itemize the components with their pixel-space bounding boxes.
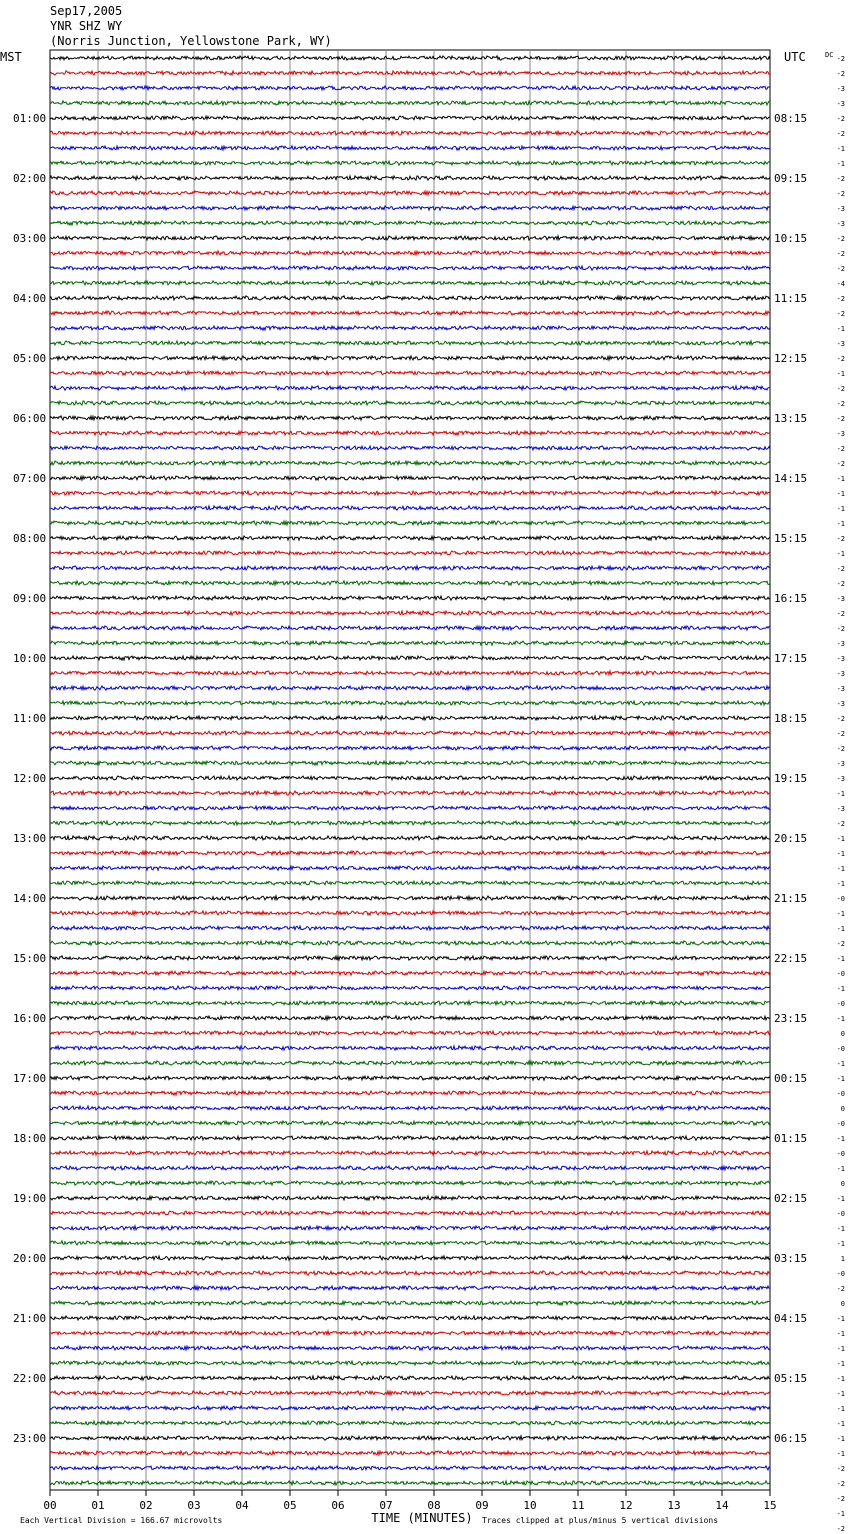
dc-offset-label: -1 [836,910,845,918]
hour-label-left: 13:00 [13,832,47,845]
dc-offset-label: -1 [836,505,845,513]
dc-offset-label: -2 [836,1495,845,1503]
hour-label-left: 15:00 [13,952,47,965]
dc-offset-label: -2 [836,730,845,738]
dc-offset-label: -2 [836,235,845,243]
dc-offset-label: -3 [836,205,845,213]
dc-offset-label: -1 [836,160,845,168]
dc-offset-label: -2 [836,460,845,468]
hour-label-left: 17:00 [13,1072,47,1085]
x-tick-label: 02 [139,1499,153,1512]
dc-offset-label: -2 [836,535,845,543]
hour-label-right: 05:15 [774,1372,808,1385]
hour-label-right: 02:15 [774,1192,808,1205]
dc-offset-label: -2 [836,55,845,63]
dc-offset-label: 0 [840,1300,845,1308]
hour-label-left: 16:00 [13,1012,47,1025]
dc-offset-label: -1 [836,550,845,558]
dc-offset-label: -1 [836,1450,845,1458]
dc-offset-label: -1 [836,1330,845,1338]
hour-label-left: 04:00 [13,292,47,305]
dc-offset-label: -3 [836,595,845,603]
dc-offset-label: -1 [836,490,845,498]
dc-offset-label: -2 [836,295,845,303]
dc-header-label: DC [825,51,834,59]
hour-label-left: 11:00 [13,712,47,725]
dc-offset-label: -2 [836,445,845,453]
x-tick-label: 13 [667,1499,681,1512]
dc-offset-label: -2 [836,190,845,198]
dc-offset-label: -0 [836,1120,845,1128]
hour-label-left: 01:00 [13,112,47,125]
hour-label-right: 20:15 [774,832,808,845]
dc-offset-label: -0 [836,895,845,903]
dc-offset-label: -1 [836,1225,845,1233]
x-tick-label: 01 [91,1499,105,1512]
hour-label-right: 10:15 [774,232,808,245]
dc-offset-label: -2 [836,355,845,363]
x-tick-label: 14 [715,1499,729,1512]
dc-offset-label: -1 [836,1435,845,1443]
hour-label-right: 06:15 [774,1432,808,1445]
hour-label-left: 07:00 [13,472,47,485]
dc-offset-label: -1 [836,1420,845,1428]
hour-label-left: 21:00 [13,1312,47,1325]
right-timezone-label: UTC [784,50,806,64]
hour-label-right: 19:15 [774,772,808,785]
hour-label-right: 23:15 [774,1012,808,1025]
dc-offset-label: -1 [836,1375,845,1383]
dc-offset-label: -1 [836,1405,845,1413]
dc-offset-label: -1 [836,880,845,888]
dc-offset-label: -3 [836,85,845,93]
hour-label-right: 21:15 [774,892,808,905]
dc-offset-label: -1 [836,835,845,843]
hour-label-left: 20:00 [13,1252,47,1265]
dc-offset-label: -1 [836,925,845,933]
dc-offset-label: -3 [836,655,845,663]
hour-label-left: 08:00 [13,532,47,545]
hour-label-left: 23:00 [13,1432,47,1445]
x-tick-label: 07 [379,1499,393,1512]
dc-offset-label: 0 [840,1105,845,1113]
station-location: (Norris Junction, Yellowstone Park, WY) [50,34,332,48]
hour-label-left: 05:00 [13,352,47,365]
dc-offset-label: -1 [836,1015,845,1023]
dc-offset-label: -2 [836,745,845,753]
dc-offset-label: -0 [836,1045,845,1053]
hour-label-right: 00:15 [774,1072,808,1085]
dc-offset-label: -2 [836,565,845,573]
dc-offset-label: -2 [836,385,845,393]
station-code: YNR SHZ WY [50,19,123,33]
dc-offset-label: -2 [836,250,845,258]
dc-offset-label: -1 [836,1240,845,1248]
dc-offset-label: -2 [836,400,845,408]
dc-offset-label: -2 [836,265,845,273]
hour-label-left: 12:00 [13,772,47,785]
dc-offset-label: -0 [836,1000,845,1008]
dc-offset-label: -1 [836,1135,845,1143]
dc-offset-label: -3 [836,640,845,648]
hour-label-left: 06:00 [13,412,47,425]
dc-offset-label: -2 [836,1525,845,1533]
dc-offset-label: -1 [836,790,845,798]
x-tick-label: 09 [475,1499,489,1512]
clip-note: Traces clipped at plus/minus 5 vertical divisions [482,1516,719,1525]
dc-offset-label: -1 [836,1345,845,1353]
hour-label-right: 17:15 [774,652,808,665]
dc-offset-label: -2 [836,70,845,78]
hour-label-left: 09:00 [13,592,47,605]
hour-label-right: 12:15 [774,352,808,365]
x-tick-label: 00 [43,1499,57,1512]
dc-offset-label: -2 [836,310,845,318]
hour-label-left: 22:00 [13,1372,47,1385]
hour-label-right: 18:15 [774,712,808,725]
dc-offset-label: -1 [836,1360,845,1368]
hour-label-right: 08:15 [774,112,808,125]
dc-offset-label: -1 [836,520,845,528]
dc-offset-label: -0 [836,1150,845,1158]
record-date: Sep17,2005 [50,4,123,18]
dc-offset-label: -4 [836,280,845,288]
dc-offset-label: -1 [836,850,845,858]
scale-note: Each Vertical Division = 166.67 microvolts [20,1516,223,1525]
dc-offset-label: -2 [836,1465,845,1473]
x-tick-label: 03 [187,1499,201,1512]
x-axis-title: TIME (MINUTES) [371,1511,473,1525]
left-timezone-label: MST [0,50,22,64]
hour-label-right: 15:15 [774,532,808,545]
hour-label-right: 09:15 [774,172,808,185]
hour-label-right: 01:15 [774,1132,808,1145]
hour-label-left: 19:00 [13,1192,47,1205]
dc-offset-label: 1 [840,1255,845,1263]
dc-offset-label: -0 [836,1090,845,1098]
dc-offset-label: -1 [836,985,845,993]
dc-offset-label: -2 [836,115,845,123]
x-tick-label: 06 [331,1499,345,1512]
dc-offset-label: -1 [836,1390,845,1398]
dc-offset-label: -2 [836,610,845,618]
dc-offset-label: -1 [836,1075,845,1083]
x-tick-label: 04 [235,1499,249,1512]
x-tick-label: 12 [619,1499,633,1512]
dc-offset-label: -3 [836,760,845,768]
dc-offset-label: -0 [836,1210,845,1218]
dc-offset-label: -2 [836,940,845,948]
dc-offset-label: -3 [836,670,845,678]
dc-offset-label: -2 [836,625,845,633]
hour-label-left: 02:00 [13,172,47,185]
dc-offset-label: -3 [836,700,845,708]
dc-offset-label: -3 [836,430,845,438]
dc-offset-label: -1 [836,370,845,378]
dc-offset-label: -1 [836,1195,845,1203]
dc-offset-label: -1 [836,1510,845,1518]
hour-label-right: 22:15 [774,952,808,965]
hour-label-right: 03:15 [774,1252,808,1265]
dc-offset-label: -1 [836,955,845,963]
dc-offset-label: -0 [836,1270,845,1278]
hour-label-right: 13:15 [774,412,808,425]
dc-offset-label: -0 [836,970,845,978]
dc-offset-label: -1 [836,865,845,873]
dc-offset-label: -1 [836,475,845,483]
dc-offset-label: -3 [836,775,845,783]
dc-offset-label: -2 [836,580,845,588]
dc-offset-label: -1 [836,325,845,333]
x-tick-label: 11 [571,1499,585,1512]
x-tick-label: 15 [763,1499,777,1512]
dc-offset-label: -2 [836,1285,845,1293]
dc-offset-label: -2 [836,715,845,723]
dc-offset-label: -3 [836,220,845,228]
hour-label-right: 16:15 [774,592,808,605]
dc-offset-label: -3 [836,100,845,108]
dc-offset-label: -2 [836,820,845,828]
dc-offset-label: -2 [836,175,845,183]
hour-label-left: 10:00 [13,652,47,665]
dc-offset-label: 0 [840,1030,845,1038]
hour-label-left: 18:00 [13,1132,47,1145]
x-tick-label: 05 [283,1499,297,1512]
dc-offset-label: -1 [836,1060,845,1068]
dc-offset-label: -3 [836,685,845,693]
x-tick-label: 08 [427,1499,441,1512]
hour-label-right: 11:15 [774,292,808,305]
dc-offset-label: -2 [836,130,845,138]
dc-offset-label: -1 [836,1315,845,1323]
dc-offset-label: -2 [836,1480,845,1488]
dc-offset-label: -3 [836,805,845,813]
dc-offset-label: 0 [840,1180,845,1188]
dc-offset-label: -2 [836,415,845,423]
dc-offset-label: -1 [836,1165,845,1173]
hour-label-left: 14:00 [13,892,47,905]
dc-offset-label: -1 [836,145,845,153]
hour-label-right: 14:15 [774,472,808,485]
hour-label-left: 03:00 [13,232,47,245]
dc-offset-label: -3 [836,340,845,348]
x-tick-label: 10 [523,1499,537,1512]
hour-label-right: 04:15 [774,1312,808,1325]
